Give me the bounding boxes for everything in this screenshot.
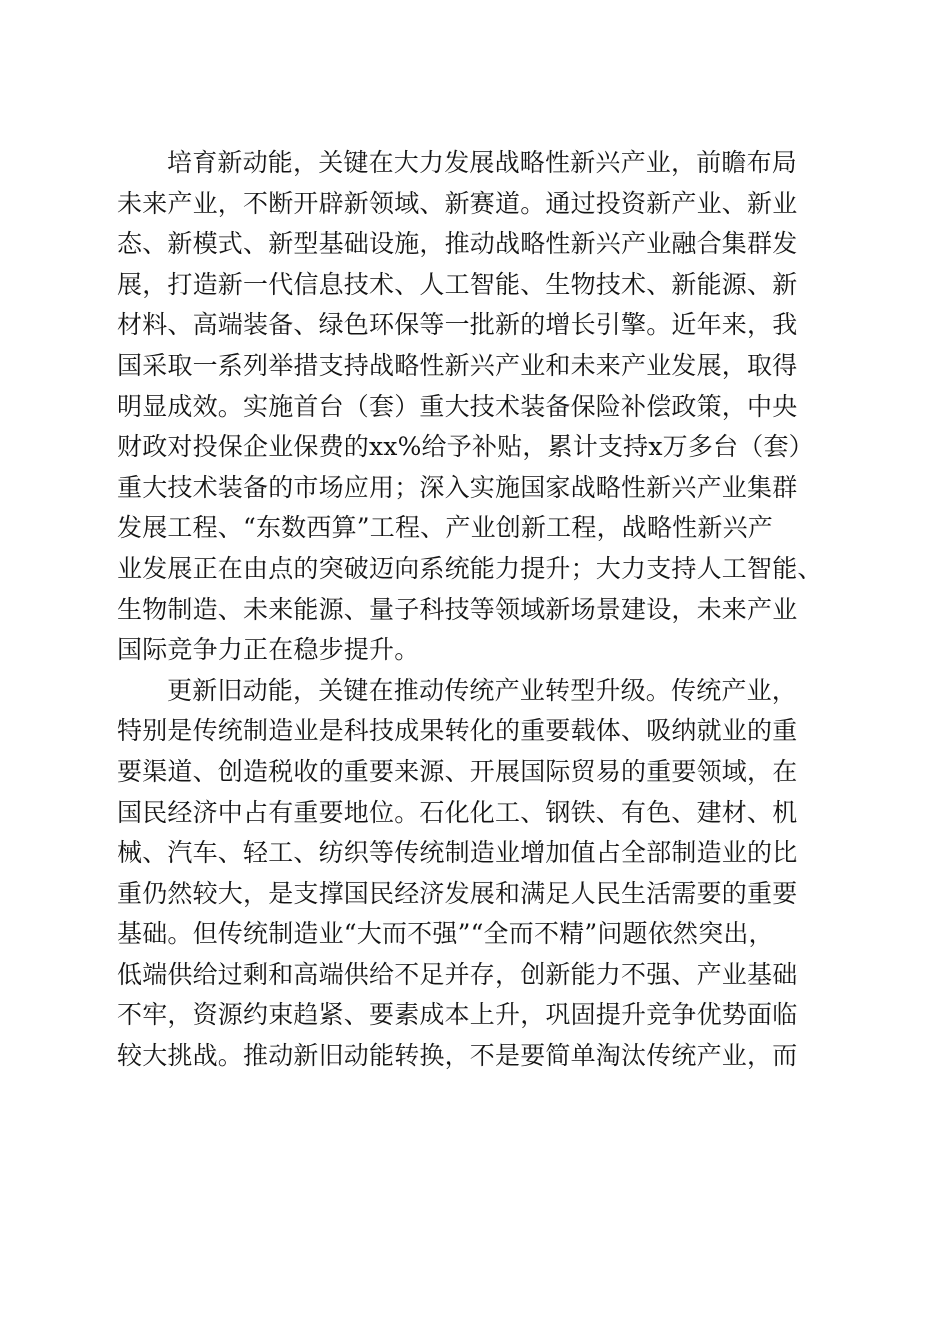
text-line: 较大挑战。推动新旧动能转换，不是要简单淘汰传统产业，而 [117,1041,798,1071]
paragraph-new-momentum [117,143,833,671]
text-line: 材料、高端装备、绿色环保等一批新的增长引擎。近年来，我 [117,310,798,340]
text-line: 发展工程、“东数西算”工程、产业创新工程，战略性新兴产 [117,513,773,543]
text-line: 生物制造、未来能源、量子科技等领域新场景建设，未来产业 [117,594,798,624]
text-line: 财政对投保企业保费的xx%给予补贴，累计支持x万多台（套） [117,432,814,462]
text-line: 业发展正在由点的突破迈向系统能力提升；大力支持人工智能、 [117,553,823,583]
text-line: 态、新模式、新型基础设施，推动战略性新兴产业融合集群发 [117,229,798,259]
text-line: 重仍然较大，是支撑国民经济发展和满足人民生活需要的重要 [117,878,798,908]
text-line: 基础。但传统制造业“大而不强”“全而不精”问题依然突出， [117,919,774,949]
text-line: 未来产业，不断开辟新领域、新赛道。通过投资新产业、新业 [117,188,798,218]
text-line: 械、汽车、轻工、纺织等传统制造业增加值占全部制造业的比 [117,838,798,868]
paragraph-old-momentum [117,671,833,1077]
text-line: 培育新动能，关键在大力发展战略性新兴产业，前瞻布局 [167,148,798,177]
text-line: 特别是传统制造业是科技成果转化的重要载体、吸纳就业的重 [117,716,798,746]
text-line: 展，打造新一代信息技术、人工智能、生物技术、新能源、新 [117,269,798,299]
text-line: 低端供给过剩和高端供给不足并存，创新能力不强、产业基础 [117,959,798,989]
text-line: 重大技术装备的市场应用；深入实施国家战略性新兴产业集群 [117,472,798,502]
text-line: 国采取一系列举措支持战略性新兴产业和未来产业发展，取得 [117,350,798,380]
body-text [117,143,833,1077]
text-line: 明显成效。实施首台（套）重大技术装备保险补偿政策，中央 [117,391,798,421]
text-line: 国民经济中占有重要地位。石化化工、钢铁、有色、建材、机 [117,797,798,827]
text-line: 更新旧动能，关键在推动传统产业转型升级。传统产业， [167,675,798,705]
text-line: 不牢，资源约束趋紧、要素成本上升，巩固提升竞争优势面临 [117,1000,798,1030]
text-line: 要渠道、创造税收的重要来源、开展国际贸易的重要领域，在 [117,756,798,786]
text-line: 国际竞争力正在稳步提升。 [117,635,420,665]
